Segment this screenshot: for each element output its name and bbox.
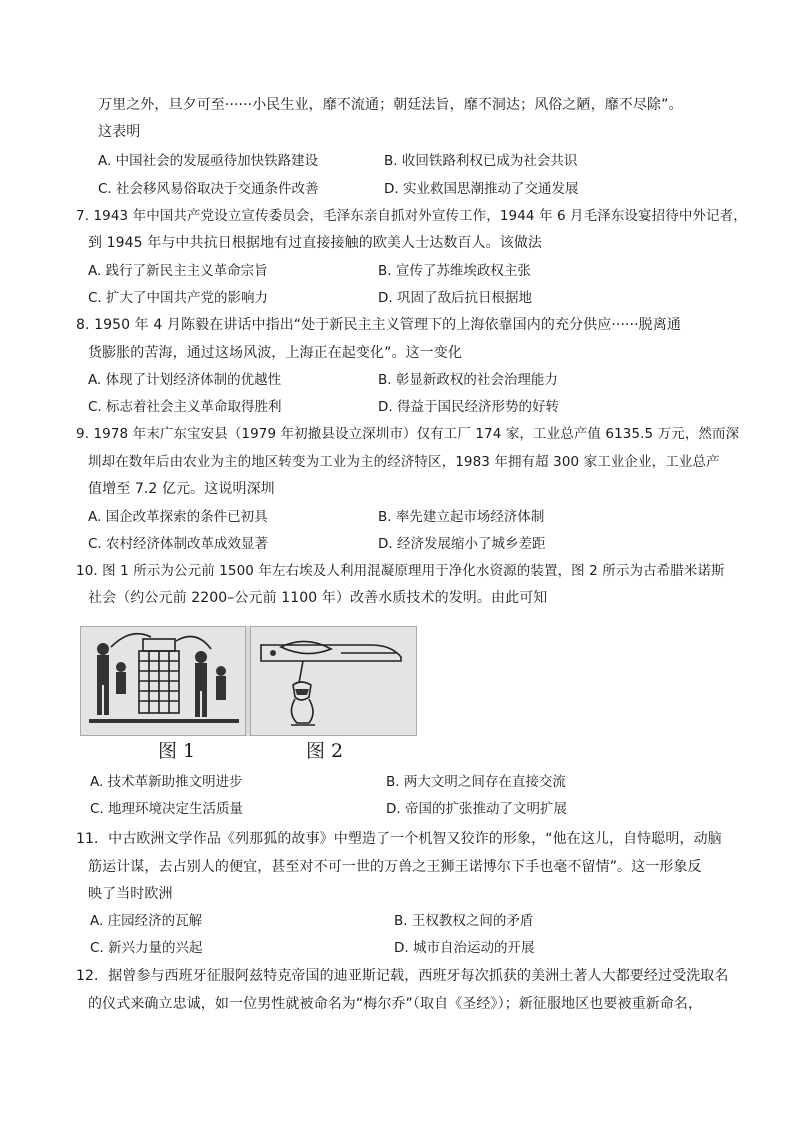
figure-2-image — [250, 626, 417, 736]
q10-stem-line-2: 社会（约公元前 2200–公元前 1100 年）改善水质技术的发明。由此可知 — [88, 590, 548, 606]
q6-option-d: D. 实业救国思潮推动了交通发展 — [384, 181, 579, 197]
q7-option-d: D. 巩固了敌后抗日根据地 — [378, 290, 532, 306]
q9-option-b: B. 率先建立起市场经济体制 — [378, 509, 545, 525]
q9-option-a: A. 国企改革探索的条件已初具 — [88, 509, 268, 525]
q7-option-a: A. 践行了新民主主义革命宗旨 — [88, 263, 268, 279]
q7-option-b: B. 宣传了苏维埃政权主张 — [378, 263, 531, 279]
q6-option-a: A. 中国社会的发展亟待加快铁路建设 — [98, 153, 319, 169]
q9-option-d: D. 经济发展缩小了城乡差距 — [378, 536, 546, 552]
figure-1-caption: 图 1 — [158, 740, 196, 762]
q6-stem-line-1: 万里之外，旦夕可至······小民生业，靡不流通；朝廷法旨，靡不洞达；风俗之陋，靡不尽除”。 — [98, 97, 683, 113]
q12-stem-line-1: 12．据曾参与西班牙征服阿兹特克帝国的迪亚斯记载，西班牙每次抓获的美洲土著人大都要经过受洗取名 — [76, 968, 729, 984]
q8-stem-line-2: 货膨胀的苦海，通过这场风波，上海正在起变化”。这一变化 — [88, 345, 462, 361]
q6-option-b: B. 收回铁路利权已成为社会共识 — [384, 153, 578, 169]
q9-option-c: C. 农村经济体制改革成效显著 — [88, 536, 269, 552]
q11-option-b: B. 王权教权之间的矛盾 — [394, 913, 534, 929]
q9-stem-line-1: 9. 1978 年末广东宝安县（1979 年初撤县设立深圳市）仅有工厂 174 家，工业总产值 6135.5 万元，然而深 — [76, 426, 740, 442]
q6-option-c: C. 社会移风易俗取决于交通条件改善 — [98, 181, 319, 197]
q11-stem-line-1: 11．中古欧洲文学作品《列那狐的故事》中塑造了一个机智又狡诈的形象，“他在这儿，自恃聪明，动脑 — [76, 831, 722, 847]
q11-stem-line-3: 映了当时欧洲 — [88, 886, 173, 902]
q10-option-c: C. 地理环境决定生活质量 — [90, 801, 244, 817]
q10-option-a: A. 技术革新助推文明进步 — [90, 774, 243, 790]
q12-stem-line-2: 的仪式来确立忠诚，如一位男性就被命名为“梅尔乔”（取自《圣经》）；新征服地区也要被重新命名， — [88, 996, 703, 1012]
q10-option-b: B. 两大文明之间存在直接交流 — [386, 774, 566, 790]
q7-stem-line-1: 7. 1943 年中国共产党设立宣传委员会，毛泽东亲自抓对外宣传工作，1944 年 6 月毛泽东设宴招待中外记者， — [76, 208, 747, 224]
q11-option-c: C. 新兴力量的兴起 — [90, 940, 203, 956]
q8-option-d: D. 得益于国民经济形势的好转 — [378, 399, 559, 415]
q7-option-c: C. 扩大了中国共产党的影响力 — [88, 290, 269, 306]
figure-1-image — [80, 626, 246, 736]
q9-stem-line-2: 圳却在数年后由农业为主的地区转变为工业为主的经济特区，1983 年拥有超 300 家工业企业，工业总产 — [88, 454, 720, 470]
q10-option-d: D. 帝国的扩张推动了文明扩展 — [386, 801, 567, 817]
figure-2-caption: 图 2 — [306, 740, 344, 762]
q7-stem-line-2: 到 1945 年与中共抗日根据地有过直接接触的欧美人士达数百人。该做法 — [88, 235, 543, 251]
q8-option-a: A. 体现了计划经济体制的优越性 — [88, 372, 282, 388]
q6-stem-line-2: 这表明 — [98, 124, 141, 140]
q8-stem-line-1: 8. 1950 年 4 月陈毅在讲话中指出“处于新民主主义管理下的上海依靠国内的充分供应······脱离通 — [76, 317, 681, 333]
q9-stem-line-3: 值增至 7.2 亿元。这说明深圳 — [88, 481, 275, 497]
q11-option-d: D. 城市自治运动的开展 — [394, 940, 535, 956]
q8-option-b: B. 彰显新政权的社会治理能力 — [378, 372, 558, 388]
q10-figure — [80, 626, 417, 736]
q11-option-a: A. 庄园经济的瓦解 — [90, 913, 203, 929]
q11-stem-line-2: 筋运计谋，去占别人的便宜，甚至对不可一世的万兽之王狮王诺博尔下手也毫不留情”。这一形象反 — [88, 859, 702, 875]
q8-option-c: C. 标志着社会主义革命取得胜利 — [88, 399, 282, 415]
q10-stem-line-1: 10. 图 1 所示为公元前 1500 年左右埃及人利用混凝原理用于净化水资源的装置，图 2 所示为古希腊米诺斯 — [76, 563, 725, 579]
